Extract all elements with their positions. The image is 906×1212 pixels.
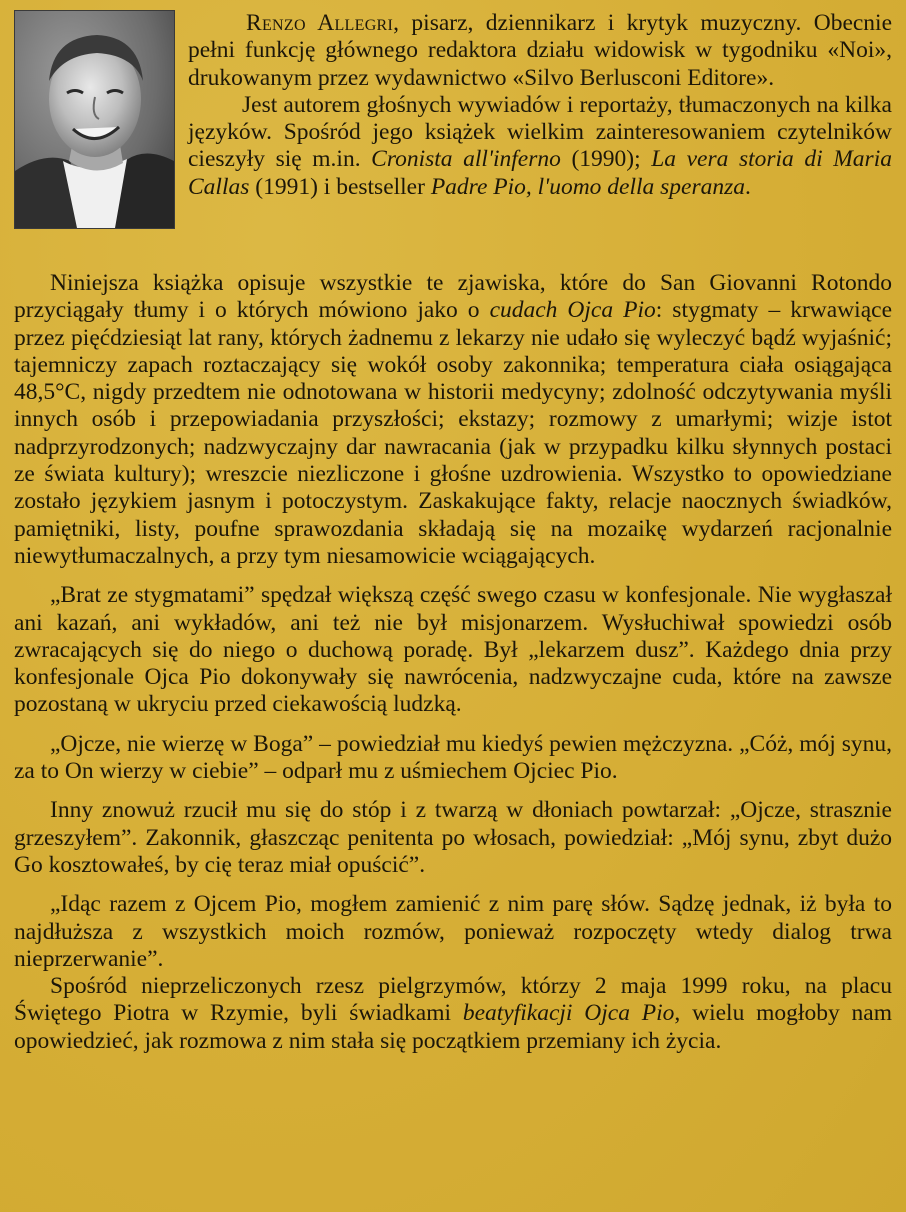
author-bio-2-text-b: (1990); [560,146,652,173]
description-paragraph-2: „Brat ze stygmatami” spędzał większą część swego czasu w konfesjonale. Nie wygłaszał ani kazań, ani wykładów, ani też nie był misjonarzem. Wysłuchiwał spowiedzi osób zwracających się do niego o duchową poradę. Był „lekarzem dusz”. Każdego dnia przy konfesjonale Ojca Pio dokonywały się nawrócenia, nadzwyczajne cuda, które na zawsze pozostaną w ukryciu przed ciekawością ludzką. [14,582,892,718]
p1-text-a: Niniejsza książka opisuje wszystkie te zjawiska, które do San Giovanni Rotondo przyciągały tłumy i o których mówiono jako o [14,270,892,324]
p1-text-b: : stygmaty – krwawiące przez pięćdziesiąt lat rany, których żadnemu z lekarzy nie udało się wyleczyć bądź wyjaśnić; tajemniczy zapach roztaczający się wokół osoby zakonnika; temperatura ciała osiągająca 48,5°C, nigdy przedtem nie odnotowana w historii medycyny; zdolność odczytywania myśli innych osób i przepowiadania przyszłości; ekstazy; rozmowy z umarłymi; wizje istot nadprzyrodzonych; nadzwyczajny dar nawracania (jak w przypadku kilku słynnych postaci ze świata kultury); wreszcie niezliczone i głośne uzdrowienia. Wszystko to opowiedziane zostało językiem jasnym i potoczystym. Zaskakujące fakty, relacje naocznych świadków, pamiętniki, listy, poufne sprawozdania składają się na mozaikę wydarzeń racjonalnie niewytłumaczalnych, a przy tym niesamowicie wciągających. [14,297,892,569]
author-bio [188,10,892,201]
author-bio-1-text: , pisarz, dziennikarz i krytyk muzyczny. Obecnie pełni funkcję głównego redaktora działu widowisk w tygodniku «Noi», drukowanym przez wydawnictwo «Silvo Berlusconi Editore». [188,10,893,91]
author-photo [14,10,175,229]
author-bio-paragraph-1 [188,10,892,92]
description-paragraph-1 [14,270,892,570]
book-title-padre-pio: Padre Pio, l'uomo della speranza [430,173,746,200]
author-name: Renzo Allegri [246,10,394,36]
p6-text-a: Spośród nieprzeliczonych rzesz pielgrzymów, którzy 2 maja 1999 roku, na placu Świętego Piotra w Rzymie, byli świadkami [14,973,892,1027]
description-paragraph-4: Inny znowuż rzucił mu się do stóp i z twarzą w dłoniach powtarzał: „Ojcze, strasznie grzeszyłem”. Zakonnik, głaszcząc penitenta po włosach, powiedział: „Mój synu, zbyt dużo Go kosztowałeś, by cię teraz miał opuścić”. [14,797,892,878]
p6-emphasis: beatyfikacji Ojca Pio [462,1000,675,1027]
book-title-cronista: Cronista all'inferno [371,146,561,173]
description-paragraph-3: „Ojcze, nie wierzę w Boga” – powiedział mu kiedyś pewien mężczyzna. „Cóż, mój synu, za to On wierzy w ciebie” – odparł mu z uśmiechem Ojciec Pio. [14,730,892,785]
p1-emphasis: cudach Ojca Pio [489,297,656,324]
author-portrait-image [15,11,174,228]
p6-text-b: , wielu mogłoby nam opowiedzieć, jak rozmowa z nim stała się początkiem przemiany ich życia. [14,1000,892,1054]
author-bio-2-text-a: Jest autorem głośnych wywiadów i reportaży, tłumaczonych na kilka języków. Spośród jego książek wielkim zainteresowaniem czytelników cieszyły się m.in. [188,91,892,173]
author-bio-paragraph-2 [188,92,892,201]
description-paragraph-6 [14,973,892,1055]
author-bio-2-text-d: . [745,173,751,200]
description-paragraph-5: „Idąc razem z Ojcem Pio, mogłem zamienić z nim parę słów. Sądzę jednak, iż była to najdłuższa z wszystkich moich rozmów, ponieważ rozpoczęty wtedy dialog trwa nieprzerwanie”. [14,891,892,972]
book-description [14,270,892,1055]
author-bio-2-text-c: (1991) i bestseller [249,173,431,200]
book-title-callas: La vera storia di Maria Callas [188,146,892,200]
